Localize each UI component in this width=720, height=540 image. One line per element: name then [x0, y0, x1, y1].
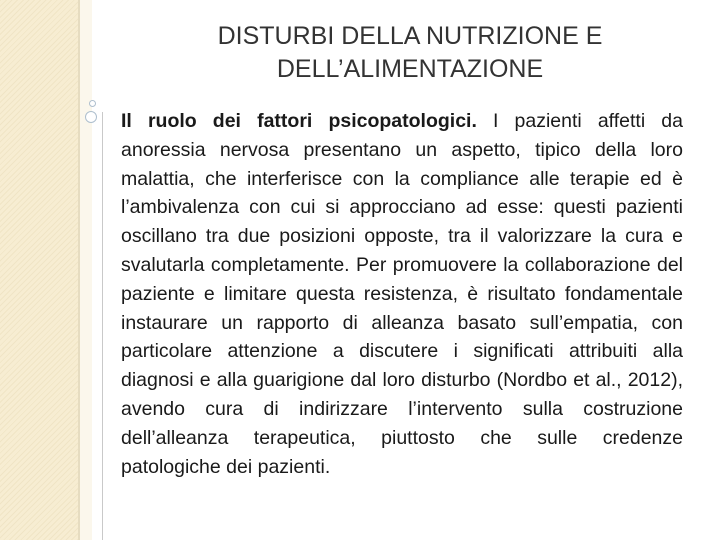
- slide-title-line-1: DISTURBI DELLA NUTRIZIONE E: [217, 22, 603, 50]
- slide-body-paragraph: [121, 107, 683, 481]
- decorative-side-band: [0, 0, 78, 540]
- slide-title-line-2: DELL’ALIMENTAZIONE: [276, 55, 544, 83]
- small-circle-ornament-icon: [89, 100, 96, 107]
- paragraph-lead: Il ruolo dei fattori psicopatologici.: [121, 110, 477, 132]
- band-gap: [80, 0, 92, 540]
- paragraph-text: I pazienti affetti da anoressia nervosa presentano un aspetto, tipico della loro malattia, che interferisce con la compliance alle terapie ed è l’ambivalenza con cui si approcciano ad esse: questi pazienti oscillano tra due posizioni opposte, tra il valorizzare la cura e svalutarla completamente. Per promuovere la collaborazione del paziente e limitare questa resistenza, è risultato fondamentale instaurare un rapporto di alleanza basato sull’empatia, con particolare attenzione a discutere i significati attribuiti alla diagnosi e alla guarigione dal loro disturbo (Nordbo et al., 2012), avendo cura di indirizzare l’intervento sulla costruzione dell’alleanza terapeutica, piuttosto che sulle credenze patologiche dei pazienti.: [121, 110, 683, 478]
- bullet-circle-icon: [85, 111, 97, 123]
- vertical-divider: [102, 112, 103, 540]
- slide-title: [120, 20, 700, 86]
